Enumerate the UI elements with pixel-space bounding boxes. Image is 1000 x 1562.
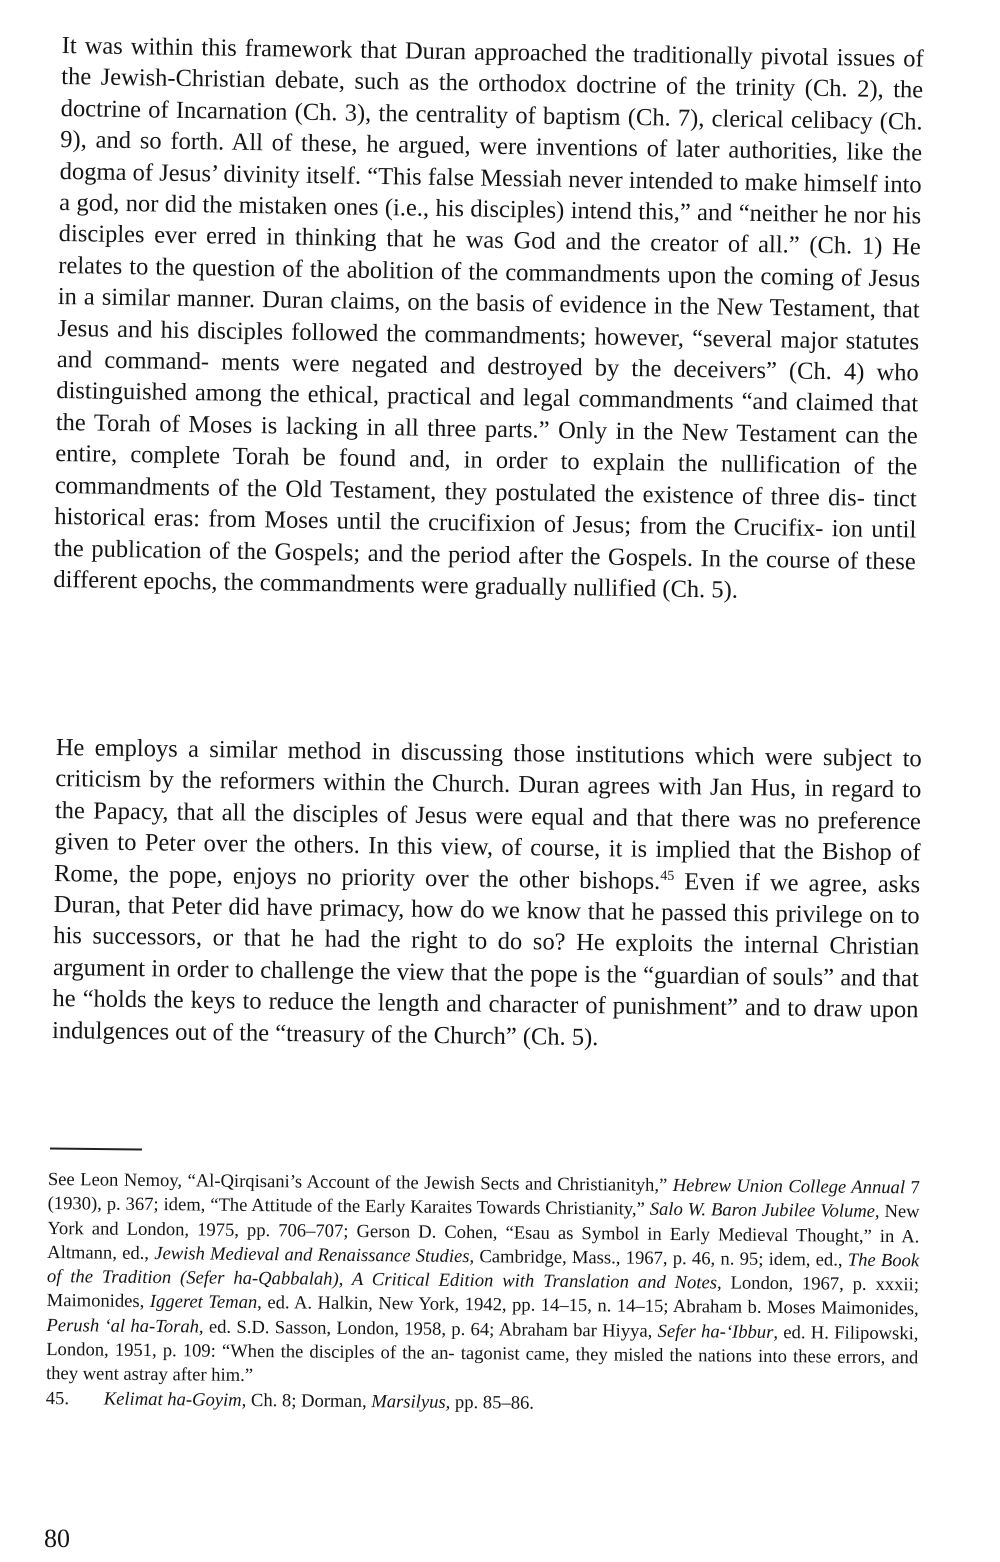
footnote-44-run-5: Jewish Medieval and Renaissance Studies (154, 1242, 470, 1267)
footnote-44-run-3: Salo W. Baron Jubilee Volume (649, 1199, 876, 1223)
footnote-45-run-3: , pp. 85–86. (445, 1391, 535, 1414)
footnote-44-run-7: The Book of the Tradition (Sefer ha-Qabbalah), A Critical Edition with Translation and Notes (46, 1249, 920, 1294)
footnote-44-run-2: 7 (1930), p. 367; idem, “The Attitude of the Early Karaites Towards Christianity,” (47, 1177, 920, 1221)
footnote-44-run-14: , ed. H. Filipowski, London, 1951, p. 109: “When the disciples of the an- tagonist came, they misled the nations into these errors, and they went astray after him.” (45, 1321, 919, 1387)
footnote-44 (46, 1168, 920, 1395)
page-number: 80 (44, 1524, 70, 1553)
footnote-45-run-2: Marsilyus (371, 1390, 446, 1413)
footnote-45-run-0: Kelimat ha-Goyim (103, 1388, 242, 1411)
footnote-44-run-4: , New York and London, 1975, pp. 706–707; Gerson D. Cohen, “Esau as Symbol in Early Medieval Thought,” in A. Altmann, ed., (47, 1201, 920, 1264)
footnotes (46, 1168, 920, 1419)
footnote-44-run-10: , ed. A. Halkin, New York, 1942, pp. 14–15, n. 14–15; Abraham b. Moses Maimonides, (257, 1292, 919, 1320)
footnote-44-run-9: Iggeret Teman (149, 1291, 258, 1314)
footnote-45-text (104, 1388, 534, 1413)
body-paragraph-1: It was within this framework that Duran approached the traditionally pivotal issues of the Jewish-Christian debate, such as the orthodox doctrine of the trinity (Ch. 2), the doctrine of Incarnation (Ch. 3), the centrality of baptism (Ch. 7), clerical celibacy (Ch. 9), and so forth. All of these, he argued, were inventions of later authorities, like the dogma of Jesus’ divinity itself. “This false Messiah never intended to make himself into a god, nor did the mistaken ones (i.e., his disciples) intend this,” and “neither he nor his disciples ever erred in thinking that he was God and the creator of all.” (Ch. 1) He relates to the question of the abolition of the commandments upon the coming of Jesus in a similar manner. Duran claims, on the basis of evidence in the New Testament, that Jesus and his disciples followed the commandments; however, “several major statutes and command- ments were negated and destroyed by the deceivers” (Ch. 4) who distinguished among the ethical, practical and legal commandments “and claimed that the Torah of Moses is lacking in all three parts.” Only in the New Testament can the entire, complete Torah be found and, in order to explain the nullification of the commandments of the Old Testament, they postulated the existence of three dis- tinct historical eras: from Moses until the crucifixion of Jesus; from the Crucifix- ion until the publication of the Gospels; and the period after the Gospels. In the course of these different epochs, the commandments were gradually nullified (Ch. 5). (53, 31, 924, 604)
footnote-44-run-11: Perush ‘al ha-Torah (46, 1314, 200, 1338)
body-paragraph-2-sentence-a: He employs a similar method in discussing those institutions which were subject to criticism by the reformers within the Church. Duran agrees with Jan Hus, in regard to the Papacy, that all the disciples of Jesus were equal and that there was no preference given to Peter over the others. In this view, of course, it is implied that the Bishop of Rome, the pope, enjoys no priority over the other bishops. (53, 733, 922, 895)
footnote-45-number: 45. (45, 1387, 70, 1409)
footnote-44-run-12: , ed. S.D. Sasson, London, 1958, p. 64; Abraham bar Hiyya, (198, 1316, 658, 1342)
body-paragraph-2-sentence-b: Even if we agree, asks Duran, that Peter did have primacy, how do we know that he passed this privilege on to his successors, or that he had the right to do so? He exploits the internal Christian argument in order to challenge the view that the pope is the “guardian of souls” and that he “holds the keys to reduce the length and character of punishment” and to draw upon indulgences out of the “treasury of the Church” (Ch. 5). (51, 867, 921, 1051)
footnote-44-run-1: Hebrew Union College Annual (672, 1174, 906, 1199)
footnote-44-run-0: See Leon Nemoy, “Al-Qirqisani’s Account of the Jewish Sects and Christianityh,” (47, 1169, 673, 1196)
footnote-separator-rule (50, 1148, 142, 1151)
footnote-44-run-13: Sefer ha-‘Ibbur (657, 1320, 774, 1343)
footnote-45-run-1: , Ch. 8; Dorman, (241, 1389, 372, 1412)
footnote-44-run-8: , London, 1967, p. xxxii; Maimonides, (46, 1272, 920, 1313)
footnote-44-run-6: , Cambridge, Mass., 1967, p. 46, n. 95; idem, ed., (469, 1245, 848, 1271)
body-paragraph-2 (52, 732, 922, 1057)
footnote-reference-45: 45 (660, 868, 675, 884)
